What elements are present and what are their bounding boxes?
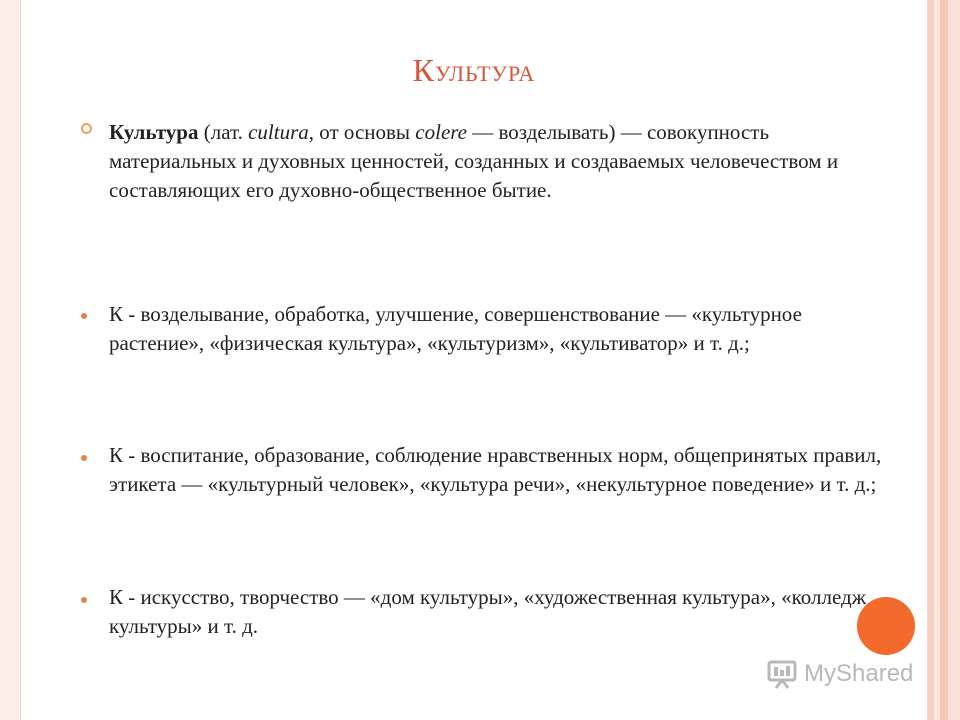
latin-root: colere — [415, 120, 467, 144]
bullet-item: К - возделывание, обработка, улучшение, совершенствование — «культурное растение», «физическая культура», «культуризм», «культиватор» и т. д.; — [109, 302, 802, 355]
dot-bullet-icon — [81, 597, 87, 603]
slide — [20, 0, 928, 720]
presentation-icon — [766, 658, 800, 690]
definition-term: Культура — [109, 120, 199, 144]
dot-bullet-icon — [81, 455, 87, 461]
definition-text: — возделывать) — совокупность материальных и духовных ценностей, созданных и создаваемых человечеством и составляющих его духовно-общественное бытие. — [109, 120, 839, 202]
bullet-item: К - воспитание, образование, соблюдение нравственных норм, общепринятых правил, этикета — «культурный человек», «культура речи», «некультурное поведение» и т. д.; — [109, 443, 882, 496]
watermark-text: MyShared — [804, 660, 914, 687]
dot-bullet-icon — [81, 313, 87, 319]
side-stripe — [940, 0, 948, 720]
latin-word: cultura — [248, 120, 309, 144]
definition-text: (лат. — [198, 120, 249, 144]
bullet-item: К - искусство, творчество — «дом культуры», «художественная культура», «колледж культуры» и т. д. — [109, 585, 867, 638]
watermark — [766, 658, 936, 692]
side-stripe — [948, 0, 960, 720]
decorative-orb — [857, 597, 915, 655]
definition-text: , от основы — [308, 120, 416, 144]
slide-title: Культура — [412, 52, 536, 88]
ring-bullet-icon — [81, 123, 92, 134]
definition-paragraph — [109, 118, 899, 205]
